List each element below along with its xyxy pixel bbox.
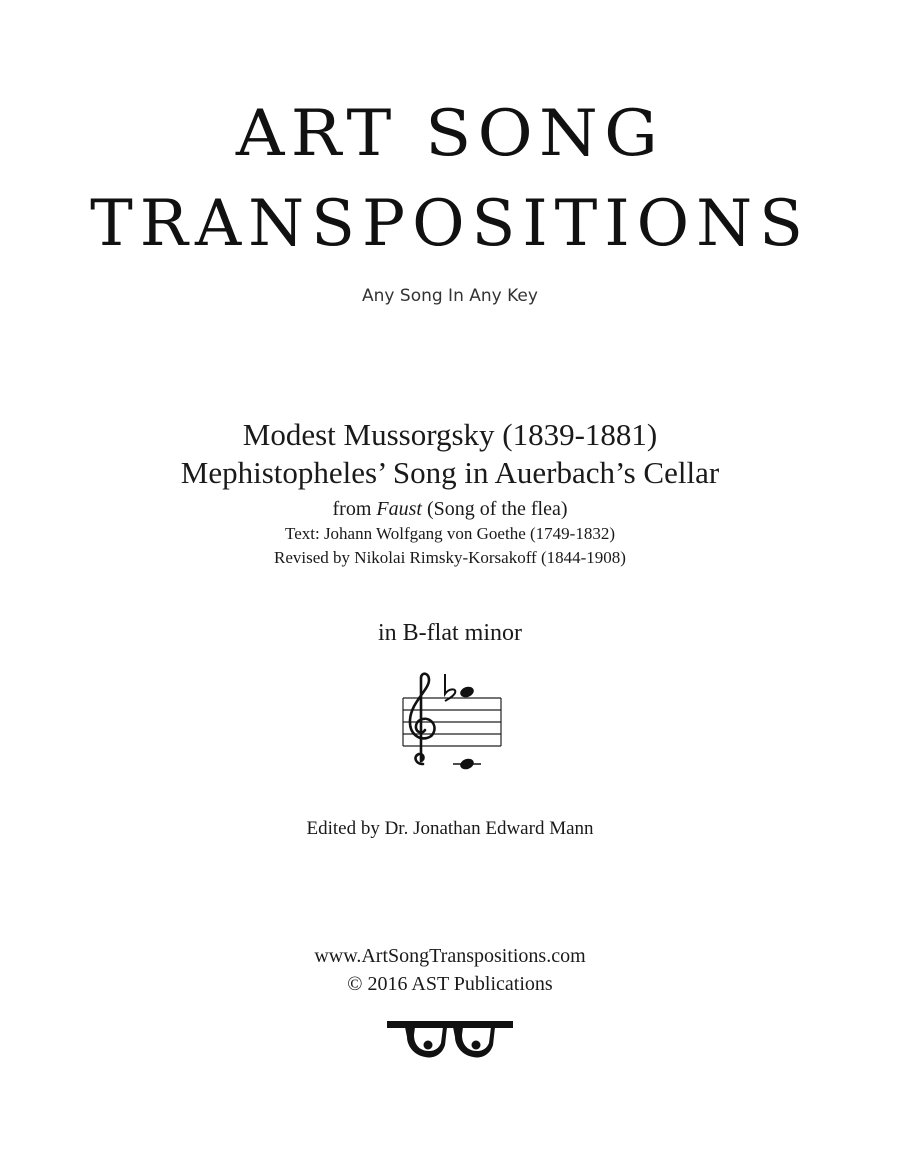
composer-name: Modest Mussorgsky (1839-1881) — [242, 417, 658, 452]
low-note — [459, 757, 476, 771]
publisher-footer — [0, 942, 900, 998]
brand-title-line-1: ART SONG — [235, 97, 665, 171]
vocal-range-staff — [393, 668, 507, 778]
source-suffix: (Song of the flea) — [426, 498, 568, 520]
work-info — [0, 416, 900, 570]
editor-credit: Edited by Dr. Jonathan Edward Mann — [306, 818, 594, 839]
source-work: Faust — [376, 498, 422, 520]
brand-title-line-2: TRANSPOSITIONS — [90, 187, 810, 261]
treble-clef-icon — [410, 674, 435, 764]
text-credit: Text: Johann Wolfgang von Goethe (1749-1832) — [285, 524, 615, 543]
copyright-notice: © 2016 AST Publications — [347, 973, 553, 995]
key-label: in B-flat minor — [378, 620, 522, 646]
song-title: Mephistopheles’ Song in Auerbach’s Cellar — [180, 455, 720, 490]
publisher-logo-icon — [385, 1015, 515, 1065]
high-note — [459, 685, 476, 699]
source-prefix: from — [332, 498, 372, 520]
website-link[interactable]: www.ArtSongTranspositions.com — [314, 945, 586, 967]
revision-credit: Revised by Nikolai Rimsky-Korsakoff (1844-1908) — [274, 548, 626, 567]
flat-icon — [445, 674, 455, 701]
source-line — [0, 496, 900, 522]
brand-tagline: Any Song In Any Key — [362, 286, 538, 306]
